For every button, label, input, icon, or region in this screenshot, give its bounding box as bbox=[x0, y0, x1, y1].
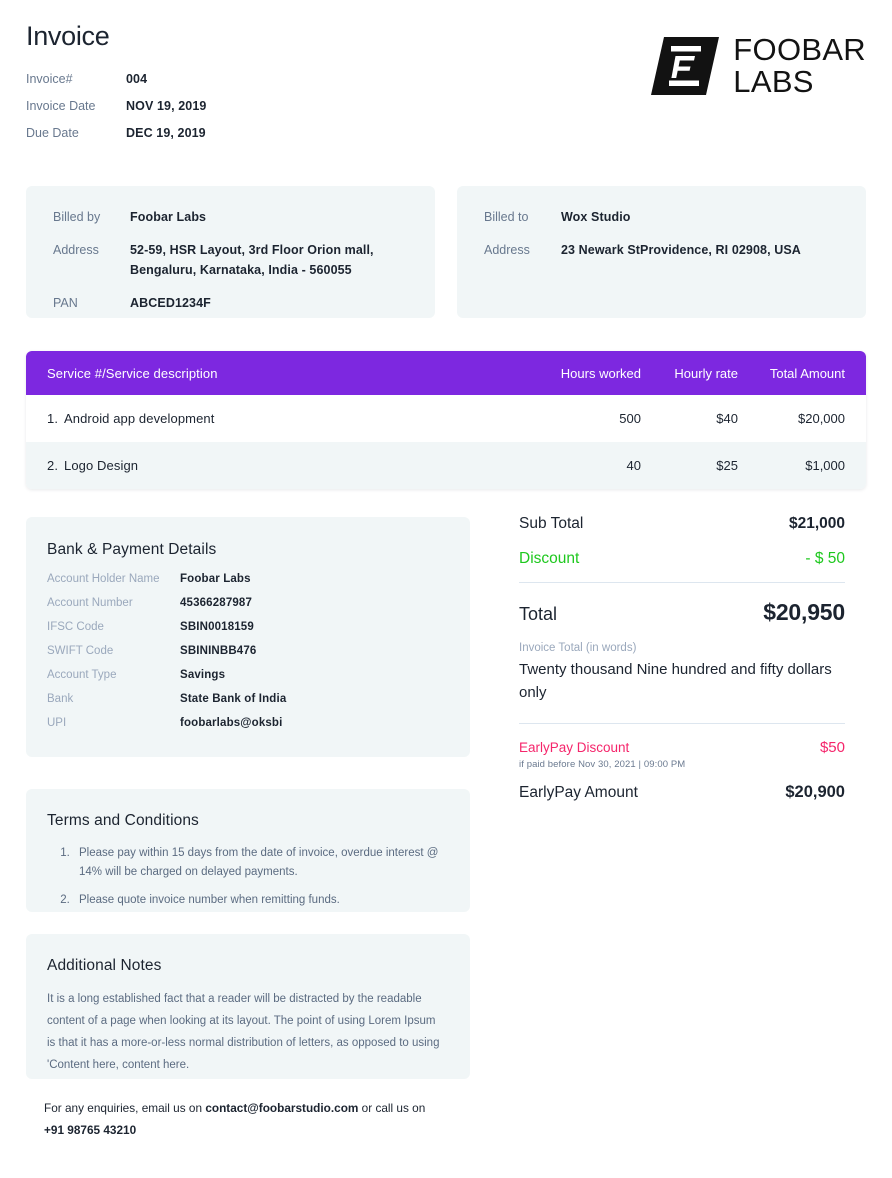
meta-label-invoice-date: Invoice Date bbox=[26, 98, 96, 113]
bank-row-account-holder bbox=[47, 573, 446, 597]
billed-to-name-row bbox=[484, 208, 801, 241]
meta-row-invoice-number bbox=[26, 72, 206, 99]
billed-to-label: Billed to bbox=[484, 210, 529, 224]
subtotal-label: Sub Total bbox=[519, 515, 584, 532]
bank-label-ifsc: IFSC Code bbox=[47, 621, 104, 633]
logo-line-2: LABS bbox=[733, 63, 814, 99]
billed-to-address-row bbox=[484, 241, 801, 274]
billed-to-address-value bbox=[561, 241, 801, 274]
billing-panels bbox=[26, 186, 866, 318]
bank-label-account-holder: Account Holder Name bbox=[47, 573, 160, 585]
billed-by-address-row bbox=[53, 241, 374, 294]
terms-list bbox=[47, 844, 446, 910]
meta-value-invoice-number: 004 bbox=[126, 71, 148, 86]
notes-body-text: It is a long established fact that a reader will be distracted by the readable content of a page when looking at its layout. The point of using Lorem Ipsum is that it has a more-or-less normal distribution of letters, as opposed to using 'Content here, content here. bbox=[47, 993, 440, 1071]
bank-row-swift bbox=[47, 645, 446, 669]
bank-row-bank bbox=[47, 693, 446, 717]
list-item: 1. Please pay within 15 days from the date of invoice, overdue interest @ 14% will be charged on delayed payments. bbox=[73, 844, 446, 882]
billed-by-pan-label: PAN bbox=[53, 296, 78, 311]
total-row bbox=[519, 599, 845, 626]
billed-to-panel bbox=[457, 186, 866, 318]
column-header-hourly-rate: Hourly rate bbox=[674, 365, 738, 381]
earlypay-amount-label: EarlyPay Amount bbox=[519, 784, 638, 801]
earlypay-divider bbox=[519, 723, 845, 724]
discount-value: - $ 50 bbox=[805, 550, 845, 567]
billed-by-address-label: Address bbox=[53, 243, 99, 258]
logo-line-1: FOOBAR bbox=[733, 32, 866, 67]
service-description-cell bbox=[26, 458, 523, 473]
earlypay-note: if paid before Nov 30, 2021 | 09:00 PM bbox=[519, 759, 686, 770]
invoice-total-in-words-label: Invoice Total (in words) bbox=[519, 642, 637, 654]
earlypay-amount-row bbox=[519, 783, 845, 802]
billed-by-address-line-2: Bengaluru, Karnataka, India - 560055 bbox=[130, 262, 352, 277]
bank-value-bank: State Bank of India bbox=[180, 693, 287, 705]
service-total-cell: $20,000 bbox=[798, 411, 845, 426]
bank-value-ifsc: SBIN0018159 bbox=[180, 621, 254, 633]
totals-panel bbox=[519, 515, 845, 802]
bank-value-account-type: Savings bbox=[180, 669, 226, 681]
earlypay-discount-row bbox=[519, 739, 845, 756]
bank-label-account-number: Account Number bbox=[47, 597, 133, 609]
bank-row-account-type bbox=[47, 669, 446, 693]
page-title: Invoice bbox=[26, 21, 110, 51]
services-table-header bbox=[26, 351, 866, 395]
invoice-header bbox=[26, 22, 866, 172]
bank-payment-details-card bbox=[26, 517, 470, 757]
bank-label-bank: Bank bbox=[47, 693, 74, 705]
earlypay-amount-value: $20,900 bbox=[785, 783, 845, 801]
billed-by-label: Billed by bbox=[53, 210, 101, 224]
meta-row-due-date bbox=[26, 126, 206, 153]
bank-row-upi bbox=[47, 717, 446, 741]
earlypay-discount-value: $50 bbox=[819, 739, 845, 756]
bank-label-upi: UPI bbox=[47, 717, 67, 729]
table-row bbox=[26, 395, 866, 442]
service-hours-cell: 500 bbox=[619, 411, 641, 426]
billed-by-pan-value: ABCED1234F bbox=[130, 296, 211, 311]
notes-card-title: Additional Notes bbox=[47, 957, 162, 974]
footer-prefix: For any enquiries, email us on bbox=[44, 1101, 203, 1115]
additional-notes-card bbox=[26, 934, 470, 1079]
meta-value-invoice-date: NOV 19, 2019 bbox=[126, 98, 207, 113]
billed-to-table bbox=[484, 208, 801, 275]
bank-row-account-number bbox=[47, 597, 446, 621]
meta-row-invoice-date bbox=[26, 99, 206, 126]
totals-divider bbox=[519, 582, 845, 583]
bank-label-account-type: Account Type bbox=[47, 669, 117, 681]
service-rate-cell: $40 bbox=[716, 411, 738, 426]
total-label: Total bbox=[519, 604, 558, 624]
billed-to-address-label: Address bbox=[484, 243, 530, 258]
bank-value-upi: foobarlabs@oksbi bbox=[180, 717, 283, 729]
billed-by-address-value bbox=[130, 241, 374, 294]
bank-value-account-number: 45366287987 bbox=[180, 597, 253, 609]
service-name: Logo Design bbox=[64, 458, 139, 473]
terms-card-title: Terms and Conditions bbox=[47, 812, 199, 829]
subtotal-value: $21,000 bbox=[788, 515, 845, 532]
column-header-hours-worked: Hours worked bbox=[560, 365, 641, 381]
bank-value-swift: SBININBB476 bbox=[180, 645, 257, 657]
service-rate-cell: $25 bbox=[716, 458, 738, 473]
bank-details-table bbox=[47, 573, 446, 741]
billed-by-value: Foobar Labs bbox=[130, 210, 207, 224]
bank-card-title: Bank & Payment Details bbox=[47, 541, 217, 558]
column-header-total-amount: Total Amount bbox=[769, 365, 845, 381]
billed-to-value: Wox Studio bbox=[561, 210, 631, 224]
billed-to-address-line-1: 23 Newark StProvidence, RI 02908, USA bbox=[561, 243, 801, 258]
bank-label-swift: SWIFT Code bbox=[47, 645, 114, 657]
service-total-cell: $1,000 bbox=[805, 458, 845, 473]
service-name: Android app development bbox=[64, 411, 215, 426]
total-value: $20,950 bbox=[763, 599, 845, 625]
invoice-total-in-words-value: Twenty thousand Nine hundred and fifty dollars only bbox=[519, 661, 832, 701]
billed-by-name-row bbox=[53, 208, 374, 241]
table-row bbox=[26, 442, 866, 489]
discount-row bbox=[519, 550, 845, 568]
logo-wordmark bbox=[733, 34, 866, 97]
foobar-labs-monogram-icon bbox=[651, 37, 719, 95]
service-index: 2. bbox=[47, 458, 59, 473]
footer-contact bbox=[44, 1098, 474, 1142]
services-table bbox=[26, 351, 866, 489]
billed-by-panel bbox=[26, 186, 435, 318]
billed-by-table bbox=[53, 208, 374, 328]
footer-email-link[interactable]: contact@foobarstudio.com bbox=[205, 1101, 359, 1115]
service-hours-cell: 40 bbox=[626, 458, 641, 473]
column-header-description: Service #/Service description bbox=[47, 365, 218, 381]
list-item: 2. Please quote invoice number when remitting funds. bbox=[73, 891, 446, 910]
service-description-cell bbox=[26, 411, 523, 426]
meta-value-due-date: DEC 19, 2019 bbox=[126, 125, 206, 140]
invoice-meta-table bbox=[26, 72, 206, 153]
discount-label: Discount bbox=[519, 550, 580, 567]
service-index: 1. bbox=[47, 411, 59, 426]
billed-by-pan-row bbox=[53, 294, 374, 327]
subtotal-row bbox=[519, 515, 845, 533]
company-logo bbox=[651, 34, 866, 97]
meta-label-invoice-number: Invoice# bbox=[26, 71, 73, 86]
earlypay-discount-label: EarlyPay Discount bbox=[519, 740, 630, 755]
footer-phone: +91 98765 43210 bbox=[44, 1122, 137, 1137]
terms-and-conditions-card bbox=[26, 789, 470, 912]
footer-middle: or call us on bbox=[361, 1101, 426, 1115]
billed-by-address-line-1: 52-59, HSR Layout, 3rd Floor Orion mall, bbox=[130, 243, 374, 258]
bank-value-account-holder: Foobar Labs bbox=[180, 573, 251, 585]
meta-label-due-date: Due Date bbox=[26, 125, 79, 140]
bank-row-ifsc bbox=[47, 621, 446, 645]
